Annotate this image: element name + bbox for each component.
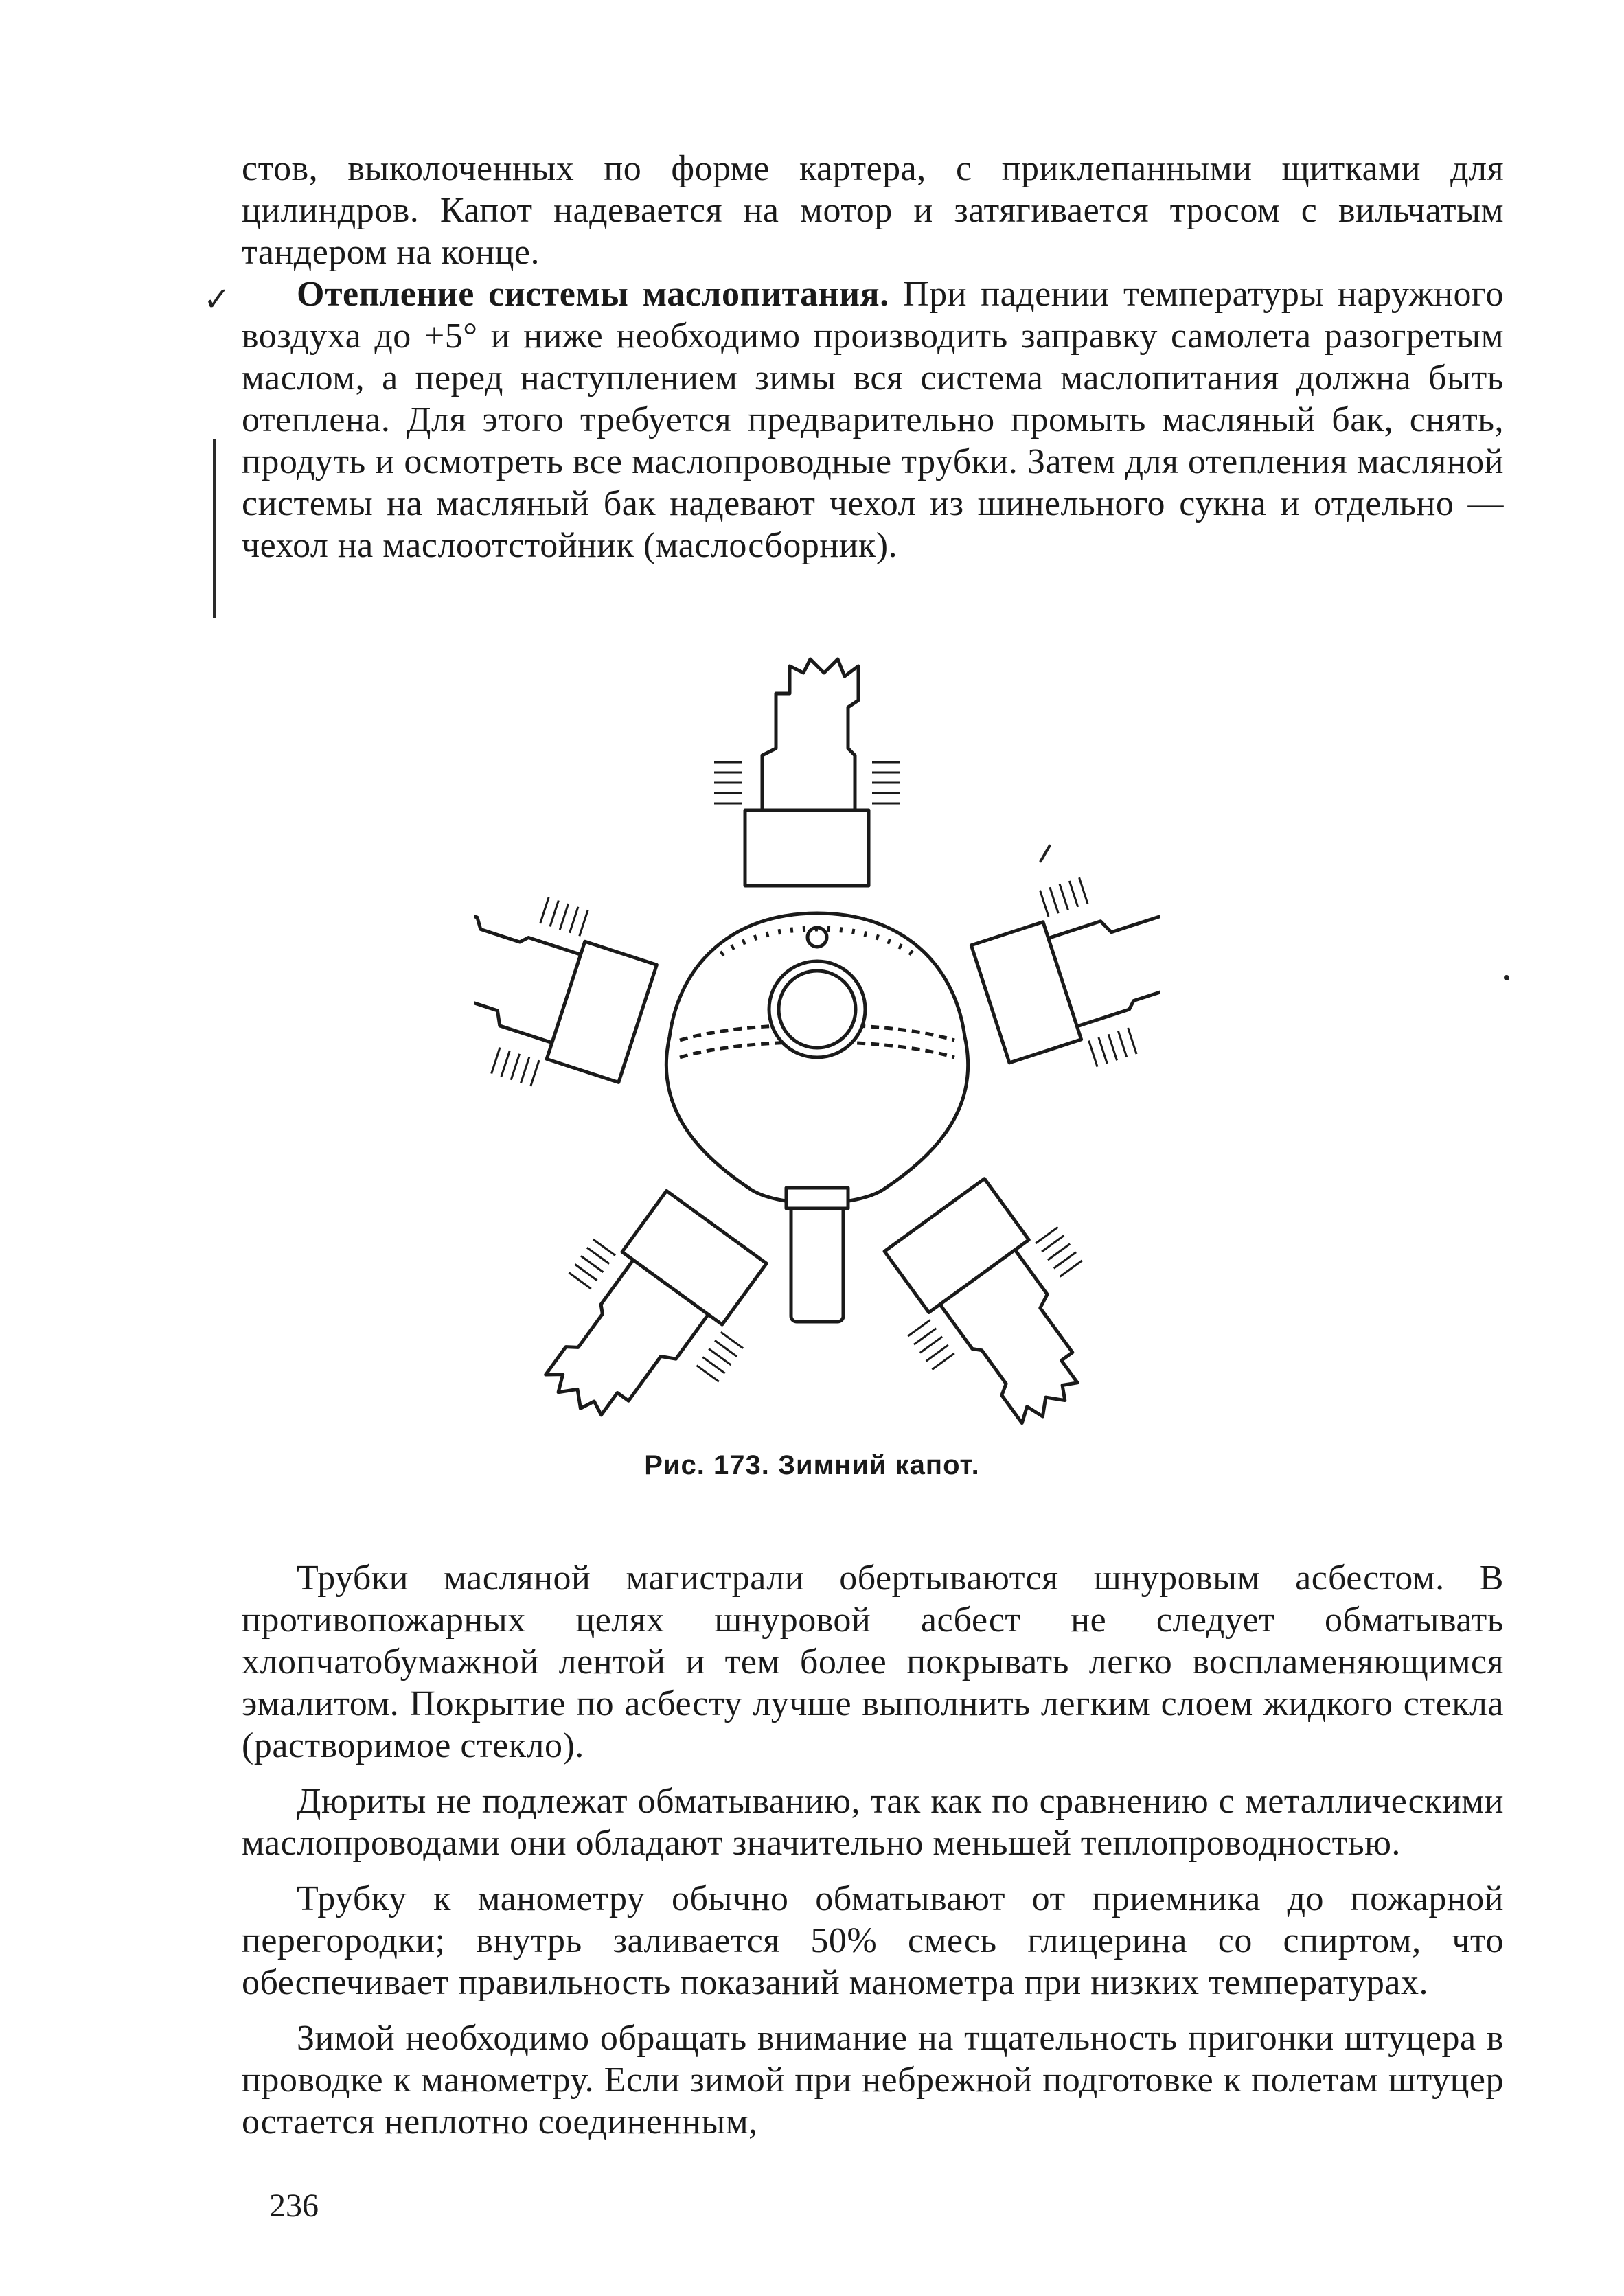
page-number: 236	[269, 2188, 319, 2224]
bottom-text-block	[242, 1557, 1504, 2143]
oil-sump-bracket	[786, 1188, 848, 1208]
paragraph-manometer-tube: Трубку к манометру обычно обматывают от приемника до пожарной перегородки; внутрь заливается 50% смесь глицерина со спиртом, что обеспечивает правильность показаний манометра при низких температурах.	[242, 1879, 1504, 2002]
paragraph-asbestos-wrapping: Трубки масляной магистрали обертываются шнуровым асбестом. В противопожарных целях шнуровой асбест не следует обматывать хлопчатобумажной лентой и тем более покрывать легко воспламеняющимся эмалитом. Покрытие по асбесту лучше выполнить легким слоем жидкого стекла (растворимое стекло).	[242, 1559, 1504, 1765]
winter-cowl-drawing	[474, 652, 1160, 1435]
top-text-block	[242, 148, 1504, 566]
margin-vertical-line	[213, 439, 216, 618]
upper-left-cylinder-cover	[474, 865, 666, 1112]
upper-right-cylinder-cover	[961, 846, 1160, 1092]
margin-check-mark: ✓	[203, 280, 231, 319]
paragraph-durites: Дюриты не подлежат обматыванию, так как по сравнению с металлическими маслопроводами они обладают значительно меньшей теплопроводностью.	[242, 1782, 1504, 1863]
paragraph-text: При падении температуры наружного воздуха до +5° и ниже необходимо производить заправку самолета разогретым маслом, а перед наступлением зимы вся система маслопитания должна быть отеплена. Для этого требуется предварительно промыть масляный бак, снять, продуть и осмотреть все маслопроводные трубки. Затем для отепления масляной системы на масляный бак надевают чехол из шинельного сукна и отдельно — чехол на маслоотстойник (маслосборник).	[242, 275, 1505, 565]
figure-winter-cowl	[474, 652, 1160, 1435]
figure-caption: Рис. 173. Зимний капот.	[644, 1450, 980, 1480]
paragraph-fitting-attention: Зимой необходимо обращать внимание на тщательность пригонки штуцера в проводке к манометру. Если зимой при небрежной подготовке к полетам штуцер остается неплотно соединенным,	[242, 2019, 1504, 2142]
paragraph-heading: Отепление системы маслопитания.	[297, 275, 889, 314]
oil-sump-cover	[791, 1198, 843, 1322]
top-cylinder-cover	[714, 659, 900, 886]
paragraph-oil-system-insulation	[242, 273, 1504, 566]
lower-right-cylinder-cover	[860, 1160, 1143, 1435]
paragraph-text: стов, выколоченных по форме картера, с приклепанными щитками для цилиндров. Капот надевается на мотор и затягивается тросом с вильчатым тандером на конце.	[242, 149, 1504, 272]
paragraph-cowl-description	[242, 148, 1504, 273]
lower-left-cylinder-cover	[508, 1173, 791, 1435]
print-speck	[1504, 975, 1509, 980]
cowl-center-opening	[769, 961, 865, 1057]
